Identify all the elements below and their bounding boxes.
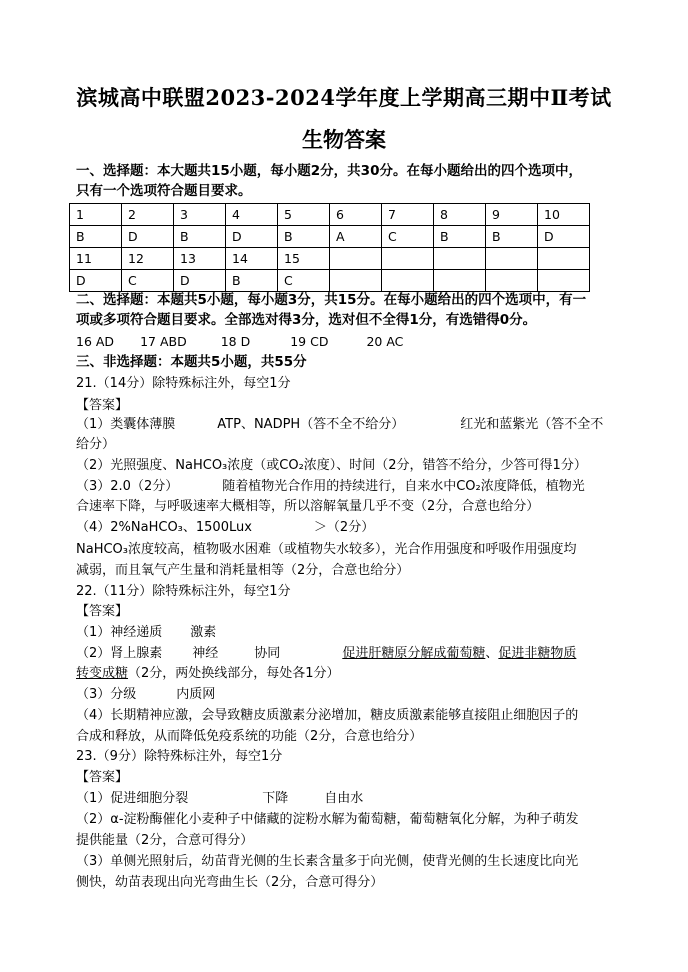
q23-answer-1 (76, 789, 621, 809)
table-cell: B (70, 226, 122, 248)
section2-heading-line2: 项或多项符合题目要求。全部选对得3分，选对但不全得1分，有选错得0分。 (76, 312, 537, 328)
table-cell: 11 (70, 248, 122, 270)
q22-answer-4-cont: 合成和释放，从而降低免疫系统的功能（2分，合意也给分） (76, 729, 423, 744)
q23-tag: 【答案】 (76, 770, 129, 785)
table-cell: A (330, 226, 382, 248)
q22-a2-separator: 、 (485, 646, 499, 661)
table-cell: 14 (226, 248, 278, 270)
table-cell: C (278, 270, 330, 292)
table-cell: 7 (382, 204, 434, 226)
q21-answer-2: （2）光照强度、NaHCO₃浓度（或CO₂浓度）、时间（2分，错答不给分，少答可得1分） (76, 458, 587, 473)
table-cell: 8 (434, 204, 486, 226)
q22-answer-4: （4）长期精神应激，会导致糖皮质激素分泌增加，糖皮质激素能够直接阻止细胞因子的 (76, 708, 579, 723)
table-cell: 15 (278, 248, 330, 270)
table-cell (382, 270, 434, 292)
q22-answer-2-cont (76, 664, 621, 684)
q21-a4-part1: （4）2%NaHCO₃、1500Lux (76, 520, 252, 535)
table-cell: B (226, 270, 278, 292)
table-cell: D (174, 270, 226, 292)
table-row (70, 226, 590, 248)
table-cell (330, 270, 382, 292)
answer-17: 17 ABD (140, 334, 187, 349)
q21-a3-part2: 随着植物光合作用的持续进行，自来水中CO₂浓度降低，植物光 (222, 479, 585, 494)
q23-answer-3: （3）单侧光照射后，幼苗背光侧的生长素含量多于向光侧，使背光侧的生长速度比向光 (76, 854, 579, 869)
table-cell: B (434, 226, 486, 248)
q23-answer-2-cont: 提供能量（2分，合意可得分） (76, 833, 254, 848)
q22-head: 22.（11分）除特殊标注外，每空1分 (76, 584, 291, 599)
table-cell: 4 (226, 204, 278, 226)
q21-answer-4-cont1: NaHCO₃浓度较高，植物吸水困难（或植物失水较多），光合作用强度和呼吸作用强度均 (76, 542, 577, 557)
table-cell: 5 (278, 204, 330, 226)
section2-heading-line1: 二、选择题：本题共5小题，每小题3分，共15分。在每小题给出的四个选项中，有一 (76, 292, 587, 308)
table-cell: 2 (122, 204, 174, 226)
q23-a1-part3: 自由水 (324, 791, 364, 806)
q22-tag: 【答案】 (76, 604, 129, 619)
answer-16: 16 AD (76, 334, 115, 349)
q21-a1-part2: ATP、NADPH（答不全不给分） (217, 417, 405, 432)
table-cell: B (174, 226, 226, 248)
q22-answer-1 (76, 623, 621, 643)
table-cell: D (70, 270, 122, 292)
q21-answer-3 (76, 477, 621, 497)
q23-a1-part2: 下降 (262, 791, 289, 806)
table-cell: 10 (538, 204, 590, 226)
page-subtitle: 生物答案 (302, 127, 386, 152)
section2-answers (76, 332, 621, 352)
table-cell (486, 248, 538, 270)
q21-a4-part2: ＞（2分） (313, 520, 375, 535)
q22-a2-underlined-1: 促进肝糖原分解成葡萄糖 (342, 646, 486, 661)
q22-a2-note: （2分，两处换线部分，每处各1分） (128, 666, 340, 681)
table-row (70, 270, 590, 292)
q23-answer-2: （2）α-淀粉酶催化小麦种子中储藏的淀粉水解为葡萄糖，葡萄糖氧化分解，为种子萌发 (76, 812, 579, 827)
table-cell (486, 270, 538, 292)
q21-head: 21.（14分）除特殊标注外，每空1分 (76, 376, 291, 391)
q21-answer-4 (76, 518, 621, 538)
q23-head: 23.（9分）除特殊标注外，每空1分 (76, 749, 283, 764)
table-cell: D (538, 226, 590, 248)
q23-answer-3-cont: 侧快，幼苗表现出向光弯曲生长（2分，合意可得分） (76, 875, 384, 890)
section1-heading-line1: 一、选择题：本大题共15小题，每小题2分，共30分。在每小题给出的四个选项中， (76, 163, 582, 179)
q22-a1-part1: （1）神经递质 (76, 625, 163, 640)
q21-a1-part1: （1）类囊体薄膜 (76, 417, 176, 432)
q21-answer-1-cont: 给分） (76, 437, 116, 452)
q22-answer-2 (76, 644, 621, 664)
q21-a3-part1: （3）2.0（2分） (76, 479, 179, 494)
q22-a2-part2: 神经 (192, 646, 219, 661)
table-cell: 6 (330, 204, 382, 226)
table-cell (434, 248, 486, 270)
table-cell (538, 248, 590, 270)
table-cell: C (382, 226, 434, 248)
table-cell (434, 270, 486, 292)
section3-heading: 三、非选择题：本题共5小题，共55分 (76, 354, 307, 370)
table-cell: 9 (486, 204, 538, 226)
q22-a2-part1: （2）肾上腺素 (76, 646, 163, 661)
q22-a3-part2: 内质网 (176, 687, 216, 702)
q21-answer-4-cont2: 减弱，而且氧气产生量和消耗量相等（2分，合意也给分） (76, 563, 410, 578)
table-cell: 1 (70, 204, 122, 226)
table-cell: B (278, 226, 330, 248)
table-cell (382, 248, 434, 270)
table-cell: C (122, 270, 174, 292)
table-cell: D (226, 226, 278, 248)
table-cell: D (122, 226, 174, 248)
q22-a2-underlined-2: 促进非糖物质 (498, 646, 577, 661)
section1-heading-line2: 只有一个选项符合题目要求。 (76, 183, 252, 199)
q22-a1-part2: 激素 (190, 625, 217, 640)
q22-a2-underlined-3: 转变成糖 (76, 666, 129, 681)
answer-20: 20 AC (366, 334, 404, 349)
page-title: 滨城高中联盟2023-2024学年度上学期高三期中Ⅱ考试 (76, 85, 612, 110)
q21-a1-part3: 红光和蓝紫光（答不全不 (460, 417, 604, 432)
table-cell: 12 (122, 248, 174, 270)
table-cell (330, 248, 382, 270)
answer-19: 19 CD (290, 334, 329, 349)
answer-18: 18 D (220, 334, 251, 349)
table-row (70, 204, 590, 226)
q22-a2-part3: 协同 (254, 646, 281, 661)
q21-answer-3-cont: 合速率下降，与呼吸速率大概相等，所以溶解氧量几乎不变（2分，合意也给分） (76, 499, 540, 514)
q22-a3-part1: （3）分级 (76, 687, 137, 702)
q23-a1-part1: （1）促进细胞分裂 (76, 791, 189, 806)
answer-table (69, 203, 590, 292)
table-cell: 3 (174, 204, 226, 226)
table-cell: 13 (174, 248, 226, 270)
q21-tag: 【答案】 (76, 398, 129, 413)
table-cell: B (486, 226, 538, 248)
q21-answer-1 (76, 415, 621, 435)
table-cell (538, 270, 590, 292)
q22-answer-3 (76, 685, 621, 705)
table-row (70, 248, 590, 270)
